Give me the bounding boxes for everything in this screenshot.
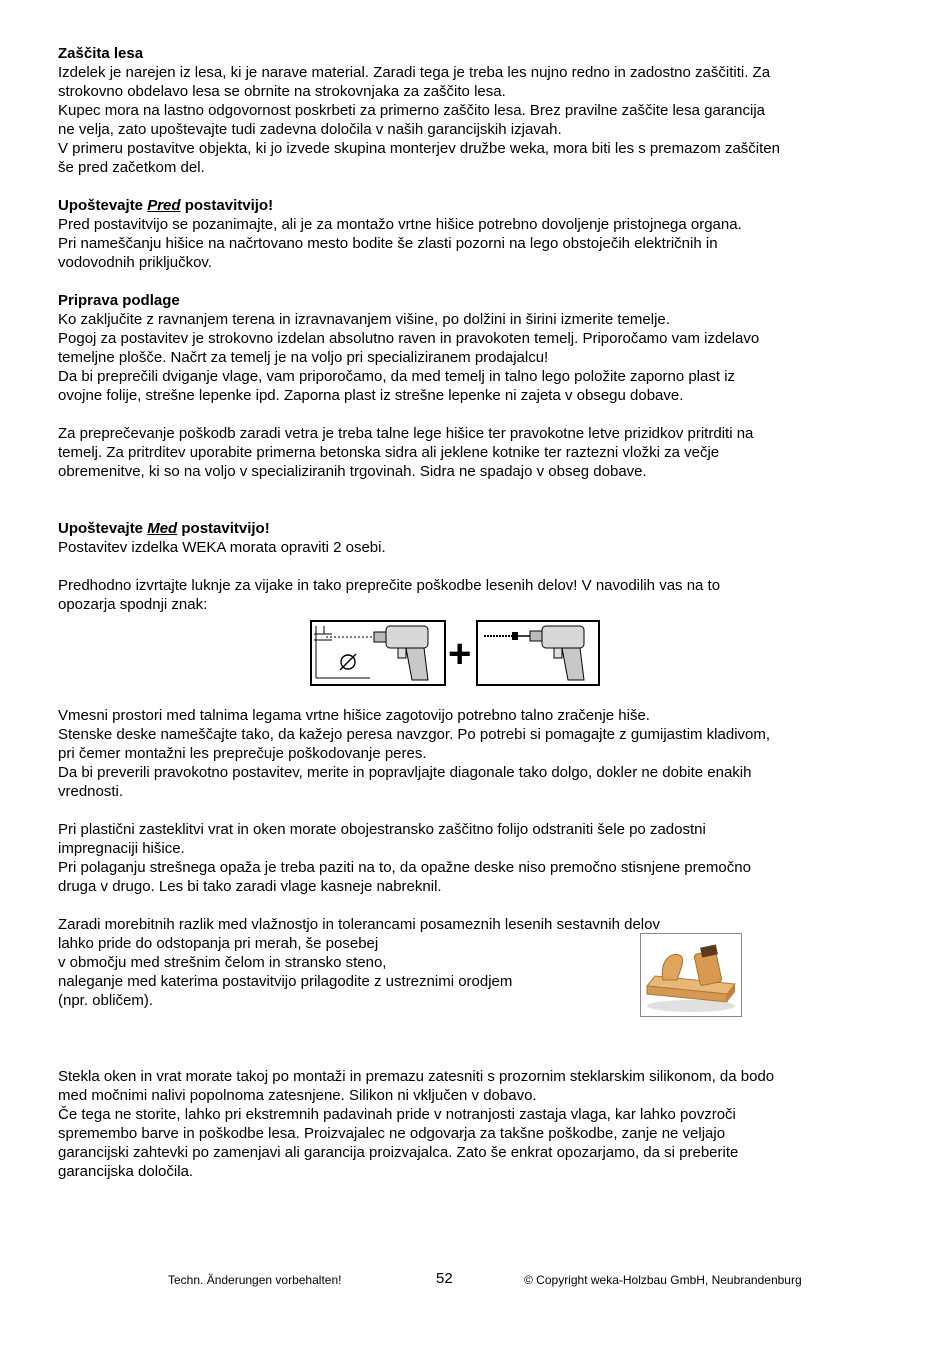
text-line: druga v drugo. Les bi tako zaradi vlage kasneje nabreknil. — [58, 878, 442, 895]
section-glazing-roofing-text — [58, 820, 868, 896]
text-line: opozarja spodnji znak: — [58, 596, 208, 613]
text-line: Če tega ne storite, lahko pri ekstremnih padavinah pride v notranjosti zastaja vlaga, kar lahko povzroči — [58, 1106, 736, 1123]
predrill-symbol — [58, 620, 868, 694]
title-prefix: Upoštevajte — [58, 520, 148, 537]
section-foundation-text — [58, 310, 868, 405]
text-line: med močnimi nalivi popolnoma zatesnjene. Silikon ni vključen v dobavo. — [58, 1087, 537, 1104]
text-line: pri čemer montažni les preprečuje poškodovanje peres. — [58, 745, 427, 762]
text-line: vodovodnih priključkov. — [58, 254, 212, 271]
section-title-during-installation — [58, 519, 868, 538]
text-line: v območju med strešnim čelom in stransko steno, — [58, 954, 387, 971]
text-line: Stenske deske nameščajte tako, da kažejo peresa navzgor. Po potrebi si pomagajte z gumijastim kladivom, — [58, 726, 771, 743]
text-line: Izdelek je narejen iz lesa, ki je narave material. Zaradi tega je treba les nujno redno in zadostno zaščititi. Za — [58, 64, 771, 81]
text-line: Kupec mora na lastno odgovornost poskrbeti za primerno zaščito lesa. Brez pravilne zaščite lesa garancija — [58, 102, 766, 119]
text-line: Postavitev izdelka WEKA morata opraviti 2 osebi. — [58, 539, 386, 556]
footer-disclaimer: Techn. Änderungen vorbehalten! — [168, 1273, 342, 1287]
document-body — [58, 44, 868, 1181]
text-line: Da bi preverili pravokotno postavitev, merite in popravljajte diagonale tako dolgo, dokler ne dobite enakih — [58, 764, 752, 781]
text-line: Za preprečevanje poškodb zaradi vetra je treba talne lege hišice ter pravokotne letve prizidkov pritrditi na — [58, 425, 754, 442]
text-line: ne velja, zato upoštevajte tudi zadevna določila v naših garancijskih izjavah. — [58, 121, 562, 138]
text-line: naleganje med katerima postavitvijo prilagodite z ustreznimi orodjem — [58, 973, 513, 990]
text-line: (npr. obličem). — [58, 992, 154, 1009]
drill-with-bit-diameter-icon — [310, 620, 446, 686]
text-line: Pogoj za postavitev je strokovno izdelan absolutno raven in pravokoten temelj. Priporočamo vam izdelavo — [58, 330, 760, 347]
text-line: Ko zaključite z ravnanjem terena in izravnavanjem višine, po dolžini in širini izmerite temelje. — [58, 311, 670, 328]
text-line: temeljne plošče. Načrt za temelj je na voljo pri specializiranem prodajalcu! — [58, 349, 549, 366]
section-sealing-text — [58, 1067, 868, 1181]
text-line: še pred začetkom del. — [58, 159, 205, 176]
text-line: ovojne folije, strešne lepenke ipd. Zaporna plast iz strešne lepenke ni zajeta v obsegu dobave. — [58, 387, 684, 404]
text-line: Da bi preprečili dviganje vlage, vam priporočamo, da med temelj in talno lego položite zaporno plast iz — [58, 368, 736, 385]
section-title-before-installation — [58, 196, 868, 215]
text-line: V primeru postavitve objekta, ki jo izvede skupina monterjev družbe weka, mora biti les s premazom zaščiten — [58, 140, 780, 157]
section-title-foundation-preparation: Priprava podlage — [58, 292, 180, 309]
text-line: Zaradi morebitnih razlik med vlažnostjo in tolerancami posameznih lesenih sestavnih delov — [58, 916, 660, 933]
footer-copyright: © Copyright weka-Holzbau GmbH, Neubrandenburg — [524, 1273, 802, 1287]
section-wood-protection-text — [58, 63, 868, 177]
section-tolerances — [58, 915, 868, 1010]
text-line: Pri plastični zasteklitvi vrat in oken morate obojestransko zaščitno folijo odstraniti šele po zadostni — [58, 821, 706, 838]
text-line: impregnaciji hišice. — [58, 840, 185, 857]
text-line: strokovno obdelavo lesa se obrnite na strokovnjaka za zaščito lesa. — [58, 83, 506, 100]
text-line: lahko pride do odstopanja pri merah, še posebej — [58, 935, 379, 952]
plus-sign: + — [448, 632, 472, 676]
text-line: vrednosti. — [58, 783, 124, 800]
text-line: spremembo barve in poškodbe lesa. Proizvajalec ne odgovarja za takšne poškodbe, zanje ne veljajo — [58, 1125, 726, 1142]
text-line: obremenitve, ki so na voljo v specializiranih trgovinah. Sidra ne spadajo v obseg dobave. — [58, 463, 647, 480]
title-prefix: Upoštevajte — [58, 197, 148, 214]
text-line: Stekla oken in vrat morate takoj po montaži in premazu zatesniti s prozornim steklarskim silikonom, da bodo — [58, 1068, 775, 1085]
text-line: temelj. Za pritrditev uporabite primerna betonska sidra ali jeklene kotnike ter raztezni vložki za večje — [58, 444, 720, 461]
title-emphasis: Pred — [147, 197, 181, 214]
text-line: garancijska določila. — [58, 1163, 194, 1180]
text-line: Predhodno izvrtajte luknje za vijake in tako preprečite poškodbe lesenih delov! V navodilih vas na to — [58, 577, 721, 594]
section-title-wood-protection: Zaščita lesa — [58, 45, 144, 62]
page-number: 52 — [436, 1270, 453, 1287]
section-foundation-anchoring-text — [58, 424, 868, 481]
title-suffix: postavitvijo! — [177, 520, 270, 537]
text-line: Vmesni prostori med talnima legama vrtne hišice zagotovijo potrebno talno zračenje hiše. — [58, 707, 650, 724]
text-line: garancijski zahtevki po zamenjavi ali garancija proizvajalca. Zato še enkrat opozarjamo, da si preberite — [58, 1144, 739, 1161]
wood-plane-icon — [640, 933, 742, 1017]
section-before-installation-text — [58, 215, 868, 272]
text-line: Pred postavitvijo se pozanimajte, ali je za montažo vrtne hišice potrebno dovoljenje pristojnega organa. — [58, 216, 742, 233]
text-line: Pri nameščanju hišice na načrtovano mesto bodite še zlasti pozorni na lego obstoječih električnih in — [58, 235, 718, 252]
text-line: Pri polaganju strešnega opaža je treba paziti na to, da opažne deske niso premočno stisnjene premočno — [58, 859, 751, 876]
section-during-installation-text — [58, 706, 868, 801]
title-suffix: postavitvijo! — [180, 197, 274, 214]
drill-with-screw-icon — [476, 620, 600, 686]
title-emphasis: Med — [147, 520, 178, 537]
